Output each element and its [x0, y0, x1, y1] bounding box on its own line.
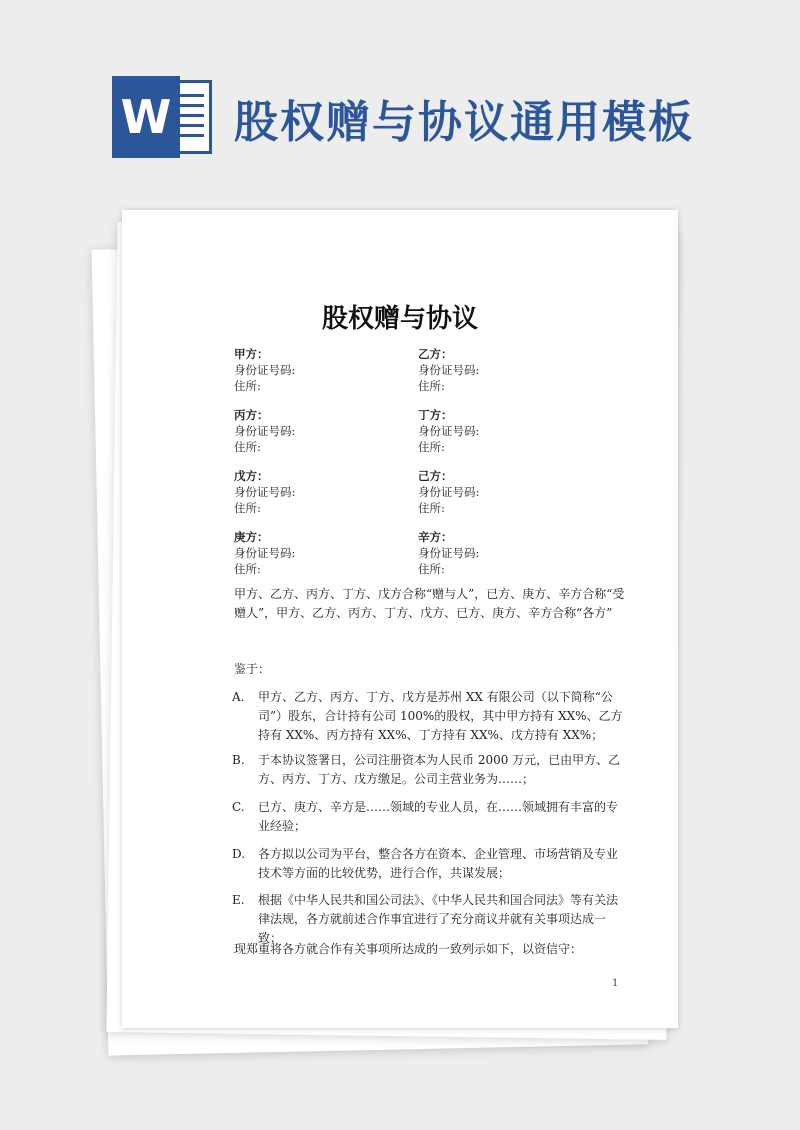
party-id-label: 身份证号码: — [418, 485, 480, 499]
party-address-label: 住所: — [418, 562, 445, 576]
summary-line: 甲方、乙方、丙方、丁方、戊方合称“赠与人”，已方、庚方、辛方合称“受 — [234, 587, 625, 601]
closing-paragraph: 现郑重将各方就合作有关事项所达成的一致列示如下，以资信守： — [234, 942, 583, 956]
summary-paragraph — [234, 585, 634, 623]
party-name: 辛方： — [418, 530, 453, 544]
item-text: 根据《中华人民共和国公司法》、《中华人民共和国合同法》等有关法律法规，各方就前述合作事宜进行了充分商议并就有关事项达成一致； — [258, 893, 619, 945]
party-address-label: 住所: — [418, 501, 445, 515]
item-label: B. — [232, 753, 245, 767]
word-icon — [112, 76, 214, 158]
party-name: 庚方： — [234, 530, 269, 544]
party-id-label: 身份证号码: — [234, 485, 296, 499]
item-label: C. — [232, 800, 245, 814]
whereas-heading: 鉴于： — [234, 662, 271, 676]
document-title: 股权赠与协议 — [321, 304, 478, 334]
party-block-geng — [234, 529, 414, 577]
item-text: 已方、庚方、辛方是……领域的专业人员，在……领域拥有丰富的专业经验； — [258, 800, 619, 833]
party-id-label: 身份证号码: — [234, 546, 296, 560]
party-address-label: 住所: — [234, 379, 261, 393]
party-id-label: 身份证号码: — [234, 424, 296, 438]
party-address-label: 住所: — [234, 562, 261, 576]
party-block-ding — [418, 407, 598, 455]
word-icon-letter: W — [112, 76, 180, 158]
item-text: 各方拟以公司为平台，整合各方在资本、企业管理、市场营销及专业技术等方面的比较优势，进行合作，共谋发展； — [258, 847, 619, 880]
party-address-label: 住所: — [418, 379, 445, 393]
party-name: 甲方： — [234, 347, 269, 361]
item-label: A. — [232, 690, 245, 704]
party-id-label: 身份证号码: — [418, 546, 480, 560]
party-block-wu — [234, 468, 414, 516]
party-name: 己方： — [418, 469, 453, 483]
word-icon-line — [176, 104, 204, 107]
document-page — [122, 210, 678, 1028]
item-text: 于本协议签署日，公司注册资本为人民币 2000 万元，已由甲方、乙方、丙方、丁方、戊方缴足。公司主营业务为……； — [258, 753, 621, 786]
party-address-label: 住所: — [234, 501, 261, 515]
party-block-ji — [418, 468, 598, 516]
word-icon-line — [176, 114, 204, 117]
item-text: 甲方、乙方、丙方、丁方、戊方是苏州 XX 有限公司（以下简称“公司”）股东，合计持有公司 100%的股权，其中甲方持有 XX%、乙方持有 XX%、丙方持有 XX%、丁方持有 XX%、戊方持有 XX%； — [258, 690, 623, 742]
word-icon-line — [176, 94, 204, 97]
party-block-jia — [234, 346, 414, 394]
party-address-label: 住所: — [418, 440, 445, 454]
party-name: 丙方： — [234, 408, 269, 422]
summary-line: 赠人”，甲方、乙方、丙方、丁方、戊方、已方、庚方、辛方合称“各方” — [234, 606, 613, 620]
word-icon-line — [176, 124, 204, 127]
word-icon-line — [176, 134, 204, 137]
party-block-bing — [234, 407, 414, 455]
party-id-label: 身份证号码: — [418, 363, 480, 377]
party-block-yi — [418, 346, 598, 394]
party-name: 戊方： — [234, 469, 269, 483]
party-block-xin — [418, 529, 598, 577]
item-label: E. — [232, 893, 245, 907]
party-name: 丁方： — [418, 408, 453, 422]
banner-title: 股权赠与协议通用模板 — [234, 97, 694, 148]
page-number: 1 — [612, 978, 619, 989]
banner — [0, 0, 800, 200]
party-name: 乙方： — [418, 347, 453, 361]
item-label: D. — [232, 847, 246, 861]
party-id-label: 身份证号码: — [418, 424, 480, 438]
party-address-label: 住所: — [234, 440, 261, 454]
party-id-label: 身份证号码: — [234, 363, 296, 377]
